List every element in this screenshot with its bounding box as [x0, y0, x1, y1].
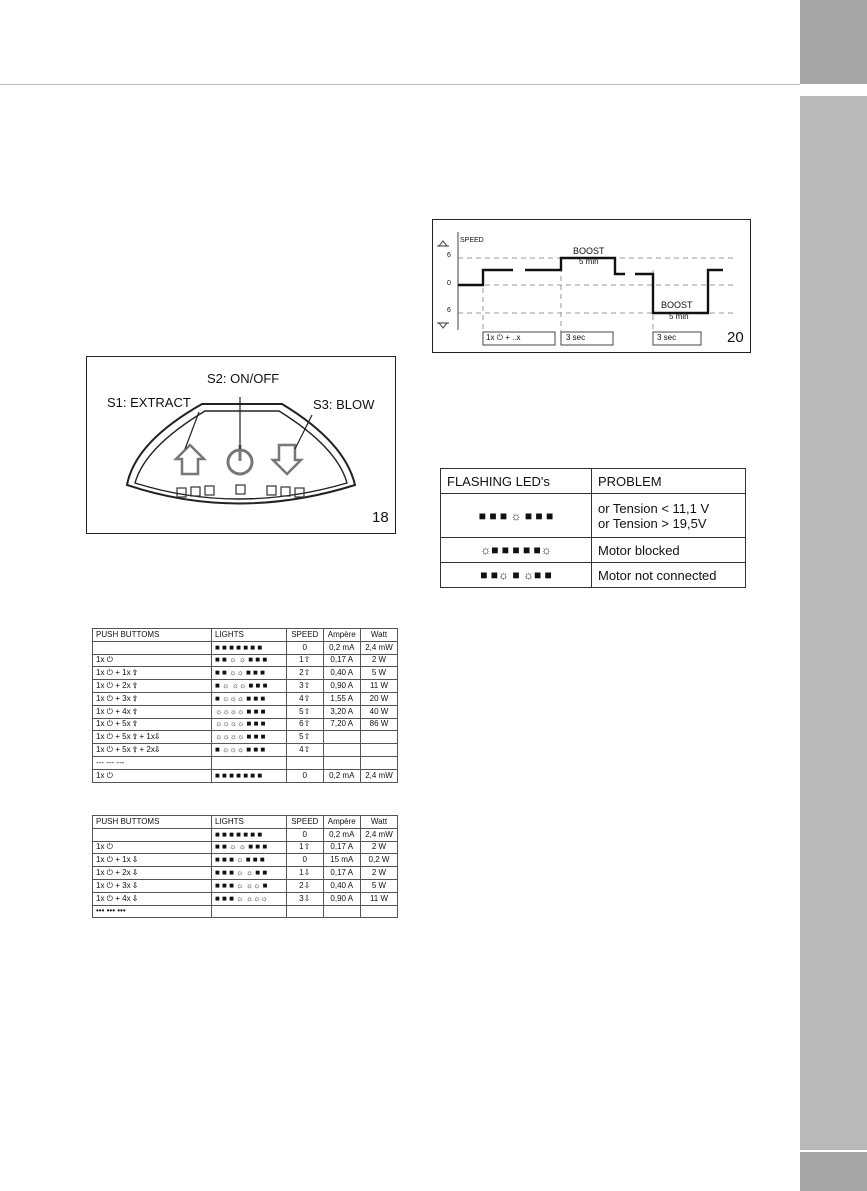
ampere-cell: 0,2 mA	[323, 769, 360, 782]
header-lights: LIGHTS	[212, 816, 287, 829]
watt-cell: 11 W	[360, 680, 397, 693]
lights-cell: ■ ■ ☼ ☼ ■ ■ ■	[212, 654, 287, 667]
ampere-cell: 0,90 A	[323, 680, 360, 693]
watt-cell: 5 W	[360, 667, 397, 680]
lights-cell: ■ ■ ■ ☼ ☼☼☼	[212, 892, 287, 905]
push-buttons-cell: ••• ••• •••	[93, 905, 212, 918]
watt-cell: 40 W	[360, 705, 397, 718]
problem-table	[440, 468, 746, 588]
push-buttons-cell	[93, 828, 212, 841]
push-buttons-cell: 1x ⏻	[93, 654, 212, 667]
speed-cell: 0	[287, 828, 324, 841]
ampere-cell: 15 mA	[323, 854, 360, 867]
push-buttons-cell: 1x ⏻ + 4x ⇩	[93, 892, 212, 905]
ampere-cell: 0,2 mA	[323, 828, 360, 841]
speed-cell: 1⇩	[287, 867, 324, 880]
header-problem: PROBLEM	[592, 469, 746, 494]
push-buttons-cell: 1x ⏻ + 4x ⇧	[93, 705, 212, 718]
speed-cell: 0	[287, 769, 324, 782]
table-row	[93, 867, 398, 880]
boost-bottom-time: 5 min	[669, 312, 689, 321]
header-lights: LIGHTS	[212, 629, 287, 642]
header-ampere: Ampère	[323, 629, 360, 642]
blow-sequence-table	[92, 815, 398, 918]
lights-cell: ■ ■ ■ ☼ ■ ■ ■	[212, 854, 287, 867]
table-row	[93, 667, 398, 680]
header-rule	[0, 84, 800, 85]
table-row	[93, 828, 398, 841]
ampere-cell: 0,17 A	[323, 841, 360, 854]
push-buttons-cell: 1x ⏻	[93, 769, 212, 782]
watt-cell	[360, 731, 397, 744]
watt-cell: 5 W	[360, 879, 397, 892]
tick-top: 6	[447, 252, 451, 259]
ampere-cell	[323, 744, 360, 757]
speed-cell: 3⇩	[287, 892, 324, 905]
header-push-buttons: PUSH BUTTOMS	[93, 629, 212, 642]
figure-number-18: 18	[372, 509, 389, 526]
lights-cell: ■ ☼ ☼☼ ■ ■ ■	[212, 680, 287, 693]
lights-cell: ■ ■ ■ ■ ■ ■ ■	[212, 828, 287, 841]
push-buttons-cell: --- --- ---	[93, 756, 212, 769]
table-row	[441, 494, 746, 538]
push-buttons-cell: 1x ⏻ + 5x ⇧	[93, 718, 212, 731]
figure-18-control-panel	[86, 356, 396, 534]
watt-cell: 2,4 mW	[360, 828, 397, 841]
ampere-cell	[323, 731, 360, 744]
header-watt: Watt	[360, 816, 397, 829]
speed-cell: 0	[287, 641, 324, 654]
label-s1-extract: S1: EXTRACT	[107, 395, 191, 410]
problem-text: Motor blocked	[592, 538, 746, 563]
push-buttons-cell	[93, 641, 212, 654]
lights-cell: ■ ■ ■ ■ ■ ■ ■	[212, 769, 287, 782]
speed-cell: 1⇧	[287, 841, 324, 854]
push-buttons-cell: 1x ⏻ + 5x ⇧ + 2x⇩	[93, 744, 212, 757]
ampere-cell: 0,40 A	[323, 879, 360, 892]
lights-cell: ■ ☼☼☼ ■ ■ ■	[212, 692, 287, 705]
header-push-buttons: PUSH BUTTOMS	[93, 816, 212, 829]
table-row	[93, 705, 398, 718]
push-buttons-cell: 1x ⏻ + 3x ⇧	[93, 692, 212, 705]
table-row	[93, 756, 398, 769]
table-row	[93, 769, 398, 782]
table-row	[441, 538, 746, 563]
push-buttons-cell: 1x ⏻	[93, 841, 212, 854]
lights-cell: ☼☼☼☼ ■ ■ ■	[212, 718, 287, 731]
table-row	[93, 854, 398, 867]
table-row	[93, 841, 398, 854]
watt-cell: 2 W	[360, 654, 397, 667]
lights-cell: ☼☼☼☼ ■ ■ ■	[212, 731, 287, 744]
ampere-cell: 0,40 A	[323, 667, 360, 680]
speed-cell: 1⇧	[287, 654, 324, 667]
speed-cell: 6⇧	[287, 718, 324, 731]
header-ampere: Ampère	[323, 816, 360, 829]
header-speed: SPEED	[287, 629, 324, 642]
extract-sequence-table	[92, 628, 398, 783]
side-tab-bar	[800, 96, 867, 1150]
led-pattern: ■ ■ ■ ☼ ■ ■ ■	[441, 494, 592, 538]
speed-cell: 0	[287, 854, 324, 867]
speed-cell: 2⇧	[287, 667, 324, 680]
lights-cell	[212, 905, 287, 918]
watt-cell: 2,4 mW	[360, 641, 397, 654]
push-buttons-cell: 1x ⏻ + 1x ⇩	[93, 854, 212, 867]
lights-cell	[212, 756, 287, 769]
header-flashing-leds: FLASHING LED's	[441, 469, 592, 494]
push-buttons-cell: 1x ⏻ + 2x ⇩	[93, 867, 212, 880]
tick-bottom: 6	[447, 307, 451, 314]
ampere-cell	[323, 756, 360, 769]
speed-cell: 2⇩	[287, 879, 324, 892]
watt-cell: 2,4 mW	[360, 769, 397, 782]
watt-cell: 2 W	[360, 841, 397, 854]
speed-cell: 4⇧	[287, 692, 324, 705]
problem-text: Motor not connected	[592, 563, 746, 588]
label-s2-onoff: S2: ON/OFF	[207, 371, 280, 386]
ampere-cell: 0,2 mA	[323, 641, 360, 654]
lights-cell: ☼☼☼☼ ■ ■ ■	[212, 705, 287, 718]
boost-bottom-label: BOOST	[661, 300, 693, 310]
watt-cell: 2 W	[360, 867, 397, 880]
speed-cell	[287, 905, 324, 918]
box-label-3: 3 sec	[657, 333, 677, 342]
push-buttons-cell: 1x ⏻ + 5x ⇧ + 1x⇩	[93, 731, 212, 744]
table-row	[93, 641, 398, 654]
figure-number-20: 20	[727, 329, 744, 346]
table-row	[93, 731, 398, 744]
table-row	[93, 718, 398, 731]
speed-cell	[287, 756, 324, 769]
lights-cell: ■ ■ ☼☼ ■ ■ ■	[212, 667, 287, 680]
tick-mid: 0	[447, 280, 451, 287]
extract-icon	[176, 445, 204, 474]
lights-cell: ■ ☼☼☼ ■ ■ ■	[212, 744, 287, 757]
table-row	[93, 879, 398, 892]
figure-20-speed-graph	[432, 219, 751, 353]
side-tab-top	[800, 0, 867, 84]
speed-cell: 4⇧	[287, 744, 324, 757]
boost-top-label: BOOST	[573, 246, 605, 256]
side-tab-bottom	[800, 1152, 867, 1191]
speed-cell: 3⇧	[287, 680, 324, 693]
speed-axis-label: SPEED	[460, 237, 484, 244]
lights-cell: ■ ■ ☼ ☼ ■ ■ ■	[212, 841, 287, 854]
ampere-cell: 3,20 A	[323, 705, 360, 718]
watt-cell	[360, 905, 397, 918]
push-buttons-cell: 1x ⏻ + 1x ⇧	[93, 667, 212, 680]
problem-text: or Tension < 11,1 V or Tension > 19,5V	[592, 494, 746, 538]
led-pattern: ☼■ ■ ■ ■ ■☼	[441, 538, 592, 563]
push-buttons-cell: 1x ⏻ + 3x ⇩	[93, 879, 212, 892]
header-watt: Watt	[360, 629, 397, 642]
watt-cell: 20 W	[360, 692, 397, 705]
box-label-1: 1x ⏻ + ..x	[486, 333, 521, 342]
ampere-cell: 0,90 A	[323, 892, 360, 905]
lights-cell: ■ ■ ■ ☼ ☼ ■ ■	[212, 867, 287, 880]
ampere-cell: 1,55 A	[323, 692, 360, 705]
ampere-cell	[323, 905, 360, 918]
watt-cell	[360, 756, 397, 769]
table-row	[93, 892, 398, 905]
ampere-cell: 0,17 A	[323, 654, 360, 667]
table-row	[93, 654, 398, 667]
table-row	[93, 905, 398, 918]
speed-cell: 5⇧	[287, 705, 324, 718]
watt-cell: 86 W	[360, 718, 397, 731]
boost-top-time: 5 min	[579, 257, 599, 266]
lights-cell: ■ ■ ■ ☼ ☼☼ ■	[212, 879, 287, 892]
box-label-2: 3 sec	[566, 333, 586, 342]
ampere-cell: 0,17 A	[323, 867, 360, 880]
lights-cell: ■ ■ ■ ■ ■ ■ ■	[212, 641, 287, 654]
table-row	[93, 692, 398, 705]
watt-cell: 0,2 W	[360, 854, 397, 867]
watt-cell	[360, 744, 397, 757]
ampere-cell: 7,20 A	[323, 718, 360, 731]
speed-cell: 5⇧	[287, 731, 324, 744]
push-buttons-cell: 1x ⏻ + 2x ⇧	[93, 680, 212, 693]
label-s3-blow: S3: BLOW	[313, 397, 375, 412]
led-pattern: ■ ■☼ ■ ☼■ ■	[441, 563, 592, 588]
table-row	[93, 744, 398, 757]
table-row	[441, 563, 746, 588]
header-speed: SPEED	[287, 816, 324, 829]
table-row	[93, 680, 398, 693]
watt-cell: 11 W	[360, 892, 397, 905]
